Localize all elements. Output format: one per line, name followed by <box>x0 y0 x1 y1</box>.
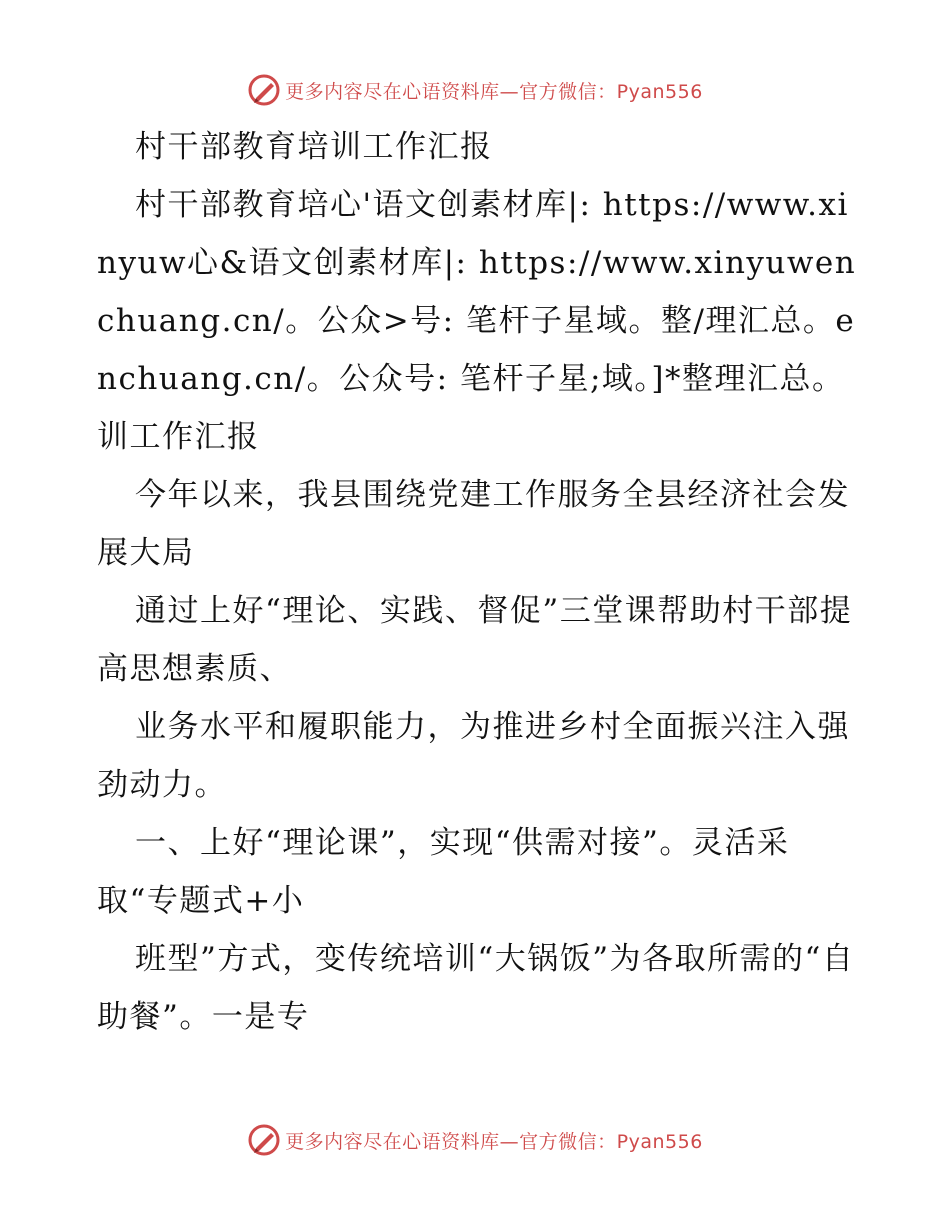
document-body <box>97 118 857 1046</box>
pen-circle-logo-icon <box>247 73 281 107</box>
document-title: 村干部教育培训工作汇报 <box>135 129 493 165</box>
banner-text: 更多内容尽在心语资料库—官方微信：Pyan556 <box>285 80 703 103</box>
header-banner <box>0 70 950 110</box>
banner-text: 更多内容尽在心语资料库—官方微信：Pyan556 <box>285 1130 703 1153</box>
paragraph: 一、上好“理论课”，实现“供需对接”。灵活采取“专题式+小 <box>97 825 790 919</box>
footer-banner <box>0 1120 950 1160</box>
paragraph: 村干部教育培心'语文创素材库|: https://www.xinyuw心&语文创素材库|: https://www.xinyuwenchuang.cn/。公众>号: 笔杆子星域。整/理汇总。enchuang.cn/。公众号: 笔杆子星;域。]*整理汇总。训工作汇报 <box>97 187 857 455</box>
paragraph: 通过上好“理论、实践、督促”三堂课帮助村干部提高思想素质、 <box>97 593 853 687</box>
paragraph: 今年以来，我县围绕党建工作服务全县经济社会发展大局 <box>97 477 850 571</box>
paragraph: 业务水平和履职能力，为推进乡村全面振兴注入强劲动力。 <box>97 709 850 803</box>
pen-circle-logo-icon <box>247 1123 281 1157</box>
paragraph: 班型”方式，变传统培训“大锅饭”为各取所需的“自助餐”。一是专 <box>97 941 855 1035</box>
